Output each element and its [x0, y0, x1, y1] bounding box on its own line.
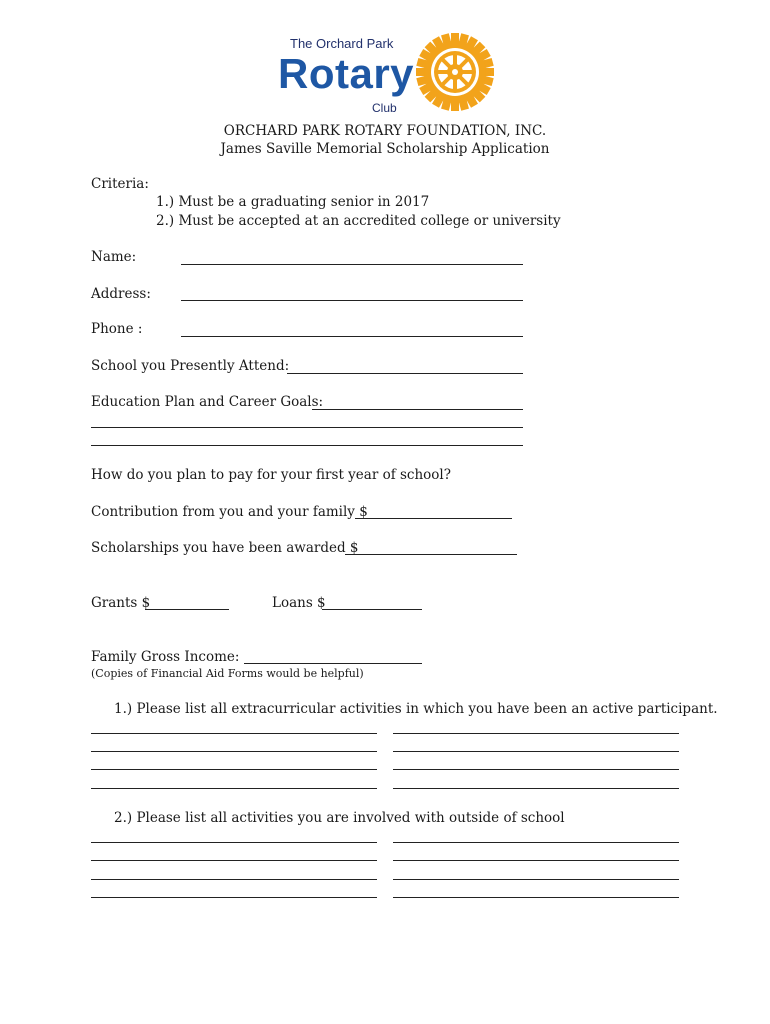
logo-top-text: The Orchard Park [290, 36, 394, 51]
loans-field-line[interactable] [322, 609, 422, 610]
phone-field-line[interactable] [181, 336, 523, 337]
rotary-club-logo [270, 32, 500, 122]
activities-2-line-right-2[interactable] [393, 860, 679, 861]
activities-1-line-left-4[interactable] [91, 788, 377, 789]
education-label: Education Plan and Career Goals: [91, 394, 324, 410]
activities-2-line-right-3[interactable] [393, 879, 679, 880]
logo-main-text: Rotary [278, 50, 415, 97]
activities-1-line-right-2[interactable] [393, 751, 679, 752]
address-label: Address: [91, 286, 151, 302]
income-field-line[interactable] [244, 663, 422, 664]
loans-label: Loans $ [272, 595, 326, 611]
rotary-wheel-icon [415, 32, 495, 112]
contribution-field-line[interactable] [355, 518, 512, 519]
name-field-line[interactable] [181, 264, 523, 265]
activities-2-line-right-4[interactable] [393, 897, 679, 898]
scholarships-field-line[interactable] [345, 554, 517, 555]
criteria-label: Criteria: [91, 176, 149, 192]
activities-2-line-right-1[interactable] [393, 842, 679, 843]
foundation-title: ORCHARD PARK ROTARY FOUNDATION, INC. [223, 123, 547, 139]
scholarships-label: Scholarships you have been awarded $ [91, 540, 359, 556]
criteria-item-2: 2.) Must be accepted at an accredited college or university [156, 213, 561, 229]
activities-2-line-left-3[interactable] [91, 879, 377, 880]
funding-question: How do you plan to pay for your first year of school? [91, 467, 451, 483]
activities-2-line-left-2[interactable] [91, 860, 377, 861]
activities-1-line-right-3[interactable] [393, 769, 679, 770]
school-label: School you Presently Attend: [91, 358, 290, 374]
activities-question-2: 2.) Please list all activities you are involved with outside of school [114, 810, 565, 826]
activities-1-line-right-1[interactable] [393, 733, 679, 734]
grants-field-line[interactable] [145, 609, 229, 610]
application-title: James Saville Memorial Scholarship Application [220, 141, 550, 157]
activities-2-line-left-4[interactable] [91, 897, 377, 898]
activities-1-line-right-4[interactable] [393, 788, 679, 789]
phone-label: Phone : [91, 321, 143, 337]
logo-club-text: Club [372, 101, 397, 115]
activities-2-line-left-1[interactable] [91, 842, 377, 843]
name-label: Name: [91, 249, 137, 265]
grants-label: Grants $ [91, 595, 151, 611]
education-field-line-3[interactable] [91, 445, 523, 446]
income-label: Family Gross Income: [91, 649, 240, 665]
activities-question-1: 1.) Please list all extracurricular activities in which you have been an active participant. [114, 701, 718, 717]
criteria-item-1: 1.) Must be a graduating senior in 2017 [156, 194, 430, 210]
education-field-line-1[interactable] [312, 409, 523, 410]
activities-1-line-left-3[interactable] [91, 769, 377, 770]
activities-1-line-left-2[interactable] [91, 751, 377, 752]
school-field-line[interactable] [287, 373, 523, 374]
contribution-label: Contribution from you and your family $ [91, 504, 368, 520]
education-field-line-2[interactable] [91, 427, 523, 428]
activities-1-line-left-1[interactable] [91, 733, 377, 734]
income-note: (Copies of Financial Aid Forms would be helpful) [91, 667, 364, 680]
address-field-line[interactable] [181, 300, 523, 301]
